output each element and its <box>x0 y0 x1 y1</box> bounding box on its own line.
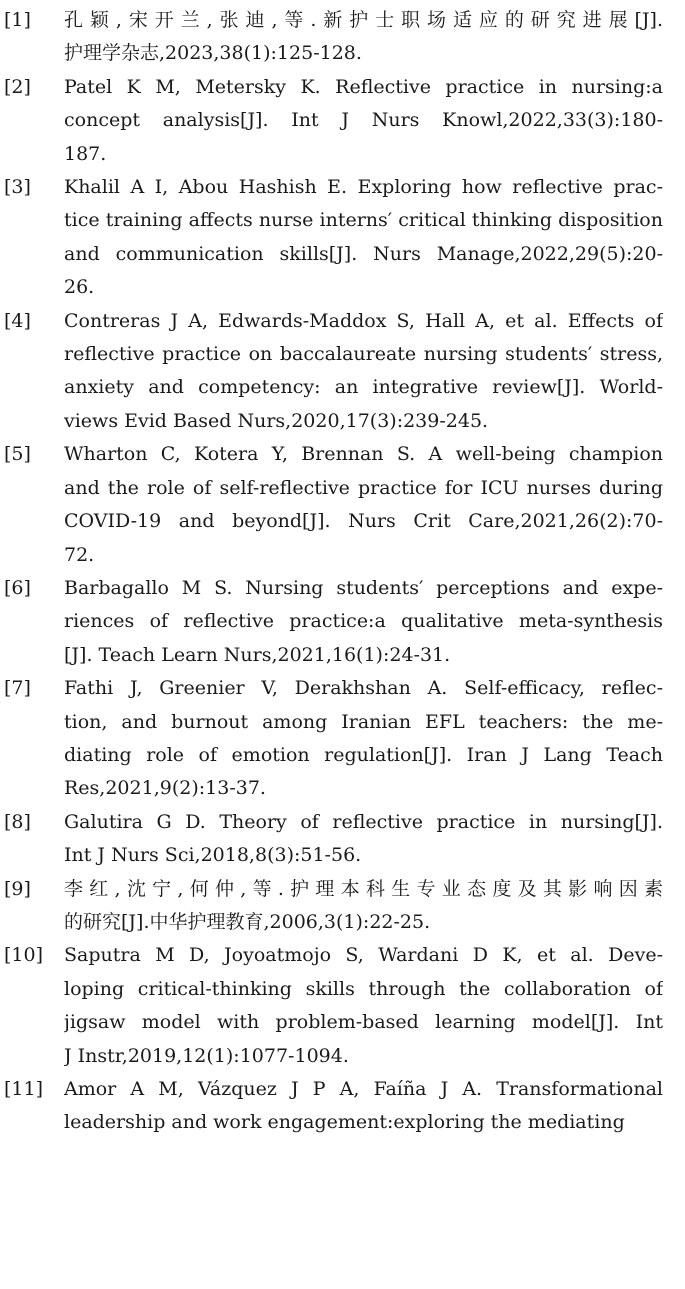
reference-text-line: reflective practice on baccalaureate nursing students′ stress, <box>64 343 663 366</box>
reference-text-line: 187. <box>64 142 107 165</box>
reference-item <box>0 1073 685 1140</box>
reference-text-line: 孔颖,宋开兰,张迪,等.新护士职场适应的研究进展[J]. <box>64 9 663 31</box>
reference-text-line: Galutira G D. Theory of reflective practice in nursing[J]. <box>64 810 663 833</box>
reference-text-line: and the role of self-reflective practice for ICU nurses during <box>64 476 663 499</box>
reference-text-line: and communication skills[J]. Nurs Manage,2022,29(5):20- <box>64 242 663 265</box>
reference-text-line: 26. <box>64 276 95 299</box>
reference-text-line: COVID-19 and beyond[J]. Nurs Crit Care,2021,26(2):70- <box>64 510 663 533</box>
reference-number: [6] <box>4 576 31 599</box>
reference-item <box>0 806 685 873</box>
reference-text-line: 的研究[J].中华护理教育,2006,3(1):22-25. <box>64 910 431 933</box>
reference-text-line: anxiety and competency: an integrative review[J]. World- <box>64 376 663 399</box>
reference-text-line: Barbagallo M S. Nursing students′ perceptions and expe- <box>64 576 663 599</box>
reference-text-line: concept analysis[J]. Int J Nurs Knowl,2022,33(3):180- <box>64 109 663 132</box>
reference-number: [1] <box>4 9 31 31</box>
reference-item <box>0 672 685 806</box>
reference-number: [2] <box>4 75 31 98</box>
reference-text-line: diating role of emotion regulation[J]. Iran J Lang Teach <box>64 743 663 766</box>
reference-text-line: tice training affects nurse interns′ critical thinking disposition <box>64 209 663 232</box>
reference-text-line: 护理学杂志,2023,38(1):125-128. <box>64 42 362 65</box>
reference-text-line: loping critical-thinking skills through the collaboration of <box>64 977 663 1000</box>
reference-text-line: riences of reflective practice:a qualitative meta-synthesis <box>64 610 663 633</box>
reference-item <box>0 4 685 71</box>
reference-text-line: Saputra M D, Joyoatmojo S, Wardani D K, et al. Deve- <box>64 944 663 967</box>
reference-number: [10] <box>4 944 44 967</box>
reference-list <box>0 4 685 1140</box>
reference-number: [5] <box>4 443 31 466</box>
reference-text-line: Contreras J A, Edwards-Maddox S, Hall A, et al. Effects of <box>64 309 663 332</box>
reference-text-line: Patel K M, Metersky K. Reflective practice in nursing:a <box>64 75 663 98</box>
reference-item <box>0 71 685 171</box>
reference-number: [11] <box>4 1078 44 1100</box>
reference-text-line: Wharton C, Kotera Y, Brennan S. A well-being champion <box>64 443 663 466</box>
reference-text-line: Khalil A I, Abou Hashish E. Exploring how reflective prac- <box>64 176 663 199</box>
reference-item <box>0 873 685 940</box>
reference-text-line: 李红,沈宁,何仲,等.护理本科生专业态度及其影响因素 <box>64 877 663 900</box>
reference-number: [8] <box>4 810 31 833</box>
reference-text-line: J Instr,2019,12(1):1077-1094. <box>64 1044 349 1067</box>
reference-text-line: Amor A M, Vázquez J P A, Faíña J A. Transformational <box>64 1078 663 1100</box>
reference-item <box>0 171 685 305</box>
reference-text-line: Int J Nurs Sci,2018,8(3):51-56. <box>64 844 362 867</box>
reference-text-line: leadership and work engagement:exploring the mediating <box>64 1111 625 1134</box>
reference-text-line: Res,2021,9(2):13-37. <box>64 777 266 800</box>
reference-number: [3] <box>4 176 31 199</box>
reference-item <box>0 939 685 1073</box>
reference-item <box>0 572 685 672</box>
reference-text-line: tion, and burnout among Iranian EFL teachers: the me- <box>64 710 663 733</box>
reference-text-line: Fathi J, Greenier V, Derakhshan A. Self-efficacy, reflec- <box>64 677 663 700</box>
reference-number: [4] <box>4 309 31 332</box>
reference-text-line: [J]. Teach Learn Nurs,2021,16(1):24-31. <box>64 643 451 666</box>
reference-number: [9] <box>4 877 31 900</box>
reference-item <box>0 438 685 572</box>
reference-number: [7] <box>4 677 31 700</box>
reference-text-line: views Evid Based Nurs,2020,17(3):239-245. <box>64 409 489 432</box>
reference-text-line: 72. <box>64 543 95 566</box>
reference-text-line: jigsaw model with problem-based learning model[J]. Int <box>64 1011 663 1034</box>
reference-item <box>0 305 685 439</box>
